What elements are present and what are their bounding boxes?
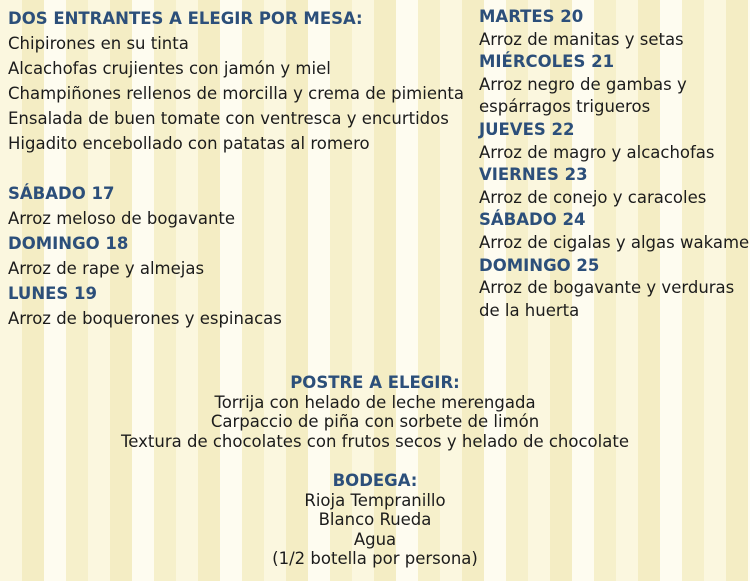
day-heading: DOMINGO 25 [479, 255, 600, 275]
entrante-item: Alcachofas crujientes con jamón y miel [8, 59, 331, 78]
day-dish: Arroz de cigalas y algas wakame [479, 232, 750, 252]
day-heading: JUEVES 22 [479, 119, 575, 139]
day-dish: espárragos trigueros [479, 97, 651, 117]
bodega-item: Rioja Tempranillo [304, 490, 446, 510]
bodega-heading: BODEGA: [332, 470, 418, 490]
day-dish: Arroz negro de gambas y [479, 74, 687, 94]
entrante-item: Ensalada de buen tomate con ventresca y encurtidos [8, 109, 449, 128]
day-heading: MIÉRCOLES 21 [479, 52, 615, 72]
spacer [0, 451, 750, 471]
postre-item: Torrija con helado de leche merengada [214, 392, 536, 412]
day-heading: SÁBADO 24 [479, 210, 586, 230]
day-dish: Arroz de boquerones y espinacas [8, 309, 282, 328]
entrante-item: Higadito encebollado con patatas al romero [8, 134, 370, 153]
postre-heading: POSTRE A ELEGIR: [290, 373, 460, 392]
entrante-item: Chipirones en su tinta [8, 34, 189, 53]
day-dish: Arroz de conejo y caracoles [479, 187, 707, 207]
center-block [0, 373, 750, 569]
day-dish: de la huerta [479, 300, 580, 320]
day-heading: SÁBADO 17 [8, 184, 115, 203]
day-dish: Arroz meloso de bogavante [8, 209, 236, 228]
day-heading: MARTES 20 [479, 7, 584, 26]
postre-item: Textura de chocolates con frutos secos y helado de chocolate [121, 431, 629, 451]
bodega-item: (1/2 botella por persona) [272, 549, 478, 569]
day-dish: Arroz de rape y almejas [8, 259, 205, 278]
bodega-item: Blanco Rueda [318, 510, 432, 530]
postre-item: Carpaccio de piña con sorbete de limón [210, 412, 540, 432]
bodega-item: Agua [353, 529, 397, 549]
spacer [8, 156, 478, 181]
day-heading: LUNES 19 [8, 284, 97, 303]
day-heading: VIERNES 23 [479, 165, 588, 185]
right-column [479, 6, 750, 322]
entrantes-heading: DOS ENTRANTES A ELEGIR POR MESA: [8, 9, 363, 28]
day-dish: Arroz de magro y alcachofas [479, 142, 715, 162]
day-dish: Arroz de manitas y setas [479, 29, 684, 49]
day-heading: DOMINGO 18 [8, 234, 129, 253]
entrante-item: Champiñones rellenos de morcilla y crema de pimienta [8, 84, 465, 103]
left-column [8, 6, 478, 331]
day-dish: Arroz de bogavante y verduras [479, 278, 735, 298]
